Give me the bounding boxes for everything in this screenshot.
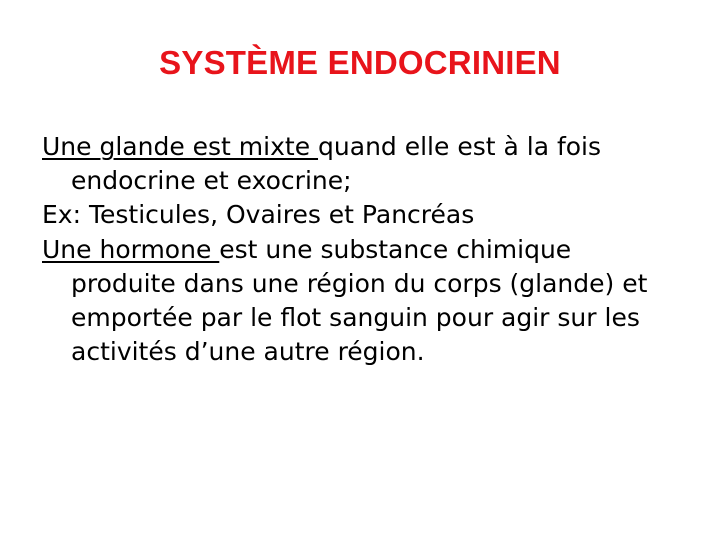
slide-title: SYSTÈME ENDOCRINIEN	[159, 44, 561, 81]
term-mixed-gland: Une glande est mixte	[42, 132, 319, 161]
slide-body	[42, 130, 682, 369]
definition-text: est une substance chimique produite dans une région du corps (glande) et emportée par le flot sanguin pour agir sur les activités d’une autre région.	[71, 234, 648, 367]
definition-text: quand elle est à la fois endocrine et exocrine;	[71, 132, 602, 196]
definition-hormone	[42, 233, 682, 370]
term-hormone: Une hormone	[42, 234, 220, 264]
example-line	[42, 198, 682, 232]
example-text: Ex: Testicules, Ovaires et Pancréas	[42, 200, 475, 230]
definition-mixed-gland	[42, 130, 682, 198]
